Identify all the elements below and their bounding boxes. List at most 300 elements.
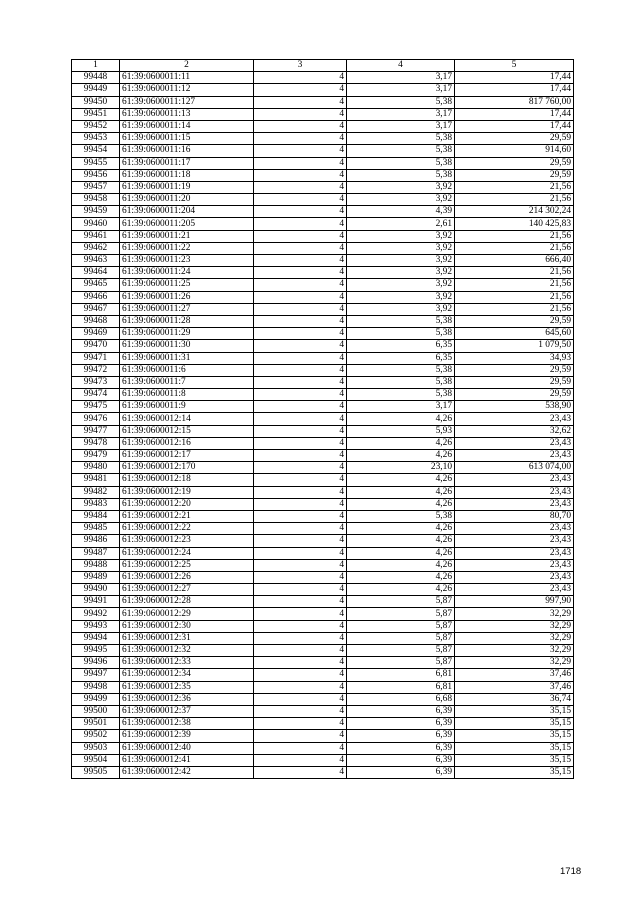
table-cell: 6,39 [347, 766, 455, 778]
table-cell: 4 [254, 462, 347, 474]
table-cell: 99470 [72, 340, 120, 352]
table-row [72, 303, 574, 315]
table-cell: 35,15 [455, 730, 574, 742]
table-cell: 61:39:0600011:30 [120, 340, 254, 352]
table-row [72, 632, 574, 644]
table-cell: 32,29 [455, 657, 574, 669]
table-row [72, 693, 574, 705]
table-cell: 17,44 [455, 72, 574, 84]
table-cell: 17,44 [455, 120, 574, 132]
table-row [72, 437, 574, 449]
table-cell: 61:39:0600011:7 [120, 376, 254, 388]
table-cell: 4,26 [347, 474, 455, 486]
table-cell: 23,43 [455, 413, 574, 425]
table-cell: 99504 [72, 754, 120, 766]
table-row [72, 255, 574, 267]
table-cell: 4 [254, 608, 347, 620]
table-cell: 23,43 [455, 498, 574, 510]
table-cell: 4 [254, 498, 347, 510]
table-cell: 61:39:0600011:205 [120, 218, 254, 230]
table-cell: 5,38 [347, 315, 455, 327]
table-cell: 4 [254, 389, 347, 401]
table-cell: 21,56 [455, 242, 574, 254]
table-cell: 61:39:0600012:14 [120, 413, 254, 425]
table-cell: 4 [254, 510, 347, 522]
table-cell: 4,26 [347, 450, 455, 462]
table-row [72, 730, 574, 742]
table-cell: 4 [254, 718, 347, 730]
table-cell: 61:39:0600012:170 [120, 462, 254, 474]
table-cell: 4 [254, 242, 347, 254]
table-cell: 5,87 [347, 620, 455, 632]
table-cell: 99458 [72, 194, 120, 206]
table-cell: 23,43 [455, 535, 574, 547]
table-row [72, 291, 574, 303]
table-cell: 23,43 [455, 486, 574, 498]
table-cell: 29,59 [455, 376, 574, 388]
table-cell: 37,46 [455, 669, 574, 681]
table-cell: 99487 [72, 547, 120, 559]
table-cell: 5,38 [347, 510, 455, 522]
table-cell: 5,87 [347, 645, 455, 657]
table-cell: 99466 [72, 291, 120, 303]
table-cell: 4 [254, 169, 347, 181]
table-cell: 4 [254, 547, 347, 559]
table-row [72, 364, 574, 376]
table-cell: 61:39:0600012:36 [120, 693, 254, 705]
table-cell: 4,26 [347, 523, 455, 535]
table-cell: 3,17 [347, 120, 455, 132]
table-cell: 6,39 [347, 730, 455, 742]
table-cell: 61:39:0600011:28 [120, 315, 254, 327]
table-cell: 61:39:0600011:20 [120, 194, 254, 206]
table-cell: 21,56 [455, 279, 574, 291]
table-cell: 4 [254, 620, 347, 632]
table-cell: 5,38 [347, 169, 455, 181]
table-cell: 23,43 [455, 559, 574, 571]
table-cell: 4 [254, 315, 347, 327]
table-cell: 17,44 [455, 108, 574, 120]
table-cell: 36,74 [455, 693, 574, 705]
table-cell: 34,93 [455, 352, 574, 364]
table-cell: 61:39:0600012:33 [120, 657, 254, 669]
table-cell: 35,15 [455, 718, 574, 730]
table-cell: 99475 [72, 401, 120, 413]
table-cell: 99476 [72, 413, 120, 425]
table-cell: 5,87 [347, 596, 455, 608]
table-cell: 5,87 [347, 608, 455, 620]
table-cell: 99483 [72, 498, 120, 510]
table-cell: 4 [254, 571, 347, 583]
table-cell: 4 [254, 279, 347, 291]
table-cell: 61:39:0600011:14 [120, 120, 254, 132]
table-cell: 17,44 [455, 84, 574, 96]
table-cell: 4,26 [347, 486, 455, 498]
table-cell: 4 [254, 157, 347, 169]
table-cell: 4 [254, 474, 347, 486]
table-cell: 99482 [72, 486, 120, 498]
table-cell: 99469 [72, 328, 120, 340]
table-cell: 6,39 [347, 742, 455, 754]
table-cell: 99468 [72, 315, 120, 327]
page-number: 1718 [560, 866, 582, 877]
table-cell: 32,29 [455, 608, 574, 620]
table-cell: 80,70 [455, 510, 574, 522]
table-row [72, 72, 574, 84]
table-cell: 997,90 [455, 596, 574, 608]
table-cell: 6,35 [347, 352, 455, 364]
table-cell: 4 [254, 584, 347, 596]
table-row [72, 535, 574, 547]
table-cell: 35,15 [455, 766, 574, 778]
table-cell: 5,93 [347, 425, 455, 437]
table-row [72, 425, 574, 437]
table-row [72, 559, 574, 571]
table-cell: 6,68 [347, 693, 455, 705]
table-cell: 99479 [72, 450, 120, 462]
table-row [72, 340, 574, 352]
table-cell: 61:39:0600011:17 [120, 157, 254, 169]
table-cell: 4 [254, 632, 347, 644]
table-cell: 4 [254, 657, 347, 669]
table-cell: 99463 [72, 255, 120, 267]
table-cell: 4 [254, 401, 347, 413]
table-cell: 3,92 [347, 267, 455, 279]
table-cell: 29,59 [455, 133, 574, 145]
table-row [72, 401, 574, 413]
table-cell: 23,43 [455, 450, 574, 462]
table-cell: 29,59 [455, 169, 574, 181]
table-cell: 99461 [72, 230, 120, 242]
table-cell: 61:39:0600012:16 [120, 437, 254, 449]
table-cell: 61:39:0600011:11 [120, 72, 254, 84]
table-cell: 99457 [72, 181, 120, 193]
table-cell: 35,15 [455, 754, 574, 766]
table-row [72, 486, 574, 498]
table-cell: 99502 [72, 730, 120, 742]
table-cell: 21,56 [455, 181, 574, 193]
table-cell: 5,38 [347, 157, 455, 169]
table-cell: 4 [254, 437, 347, 449]
table-cell: 61:39:0600012:39 [120, 730, 254, 742]
table-cell: 99472 [72, 364, 120, 376]
table-cell: 61:39:0600012:42 [120, 766, 254, 778]
table-cell: 99499 [72, 693, 120, 705]
table-cell: 3,92 [347, 230, 455, 242]
table-cell: 61:39:0600012:21 [120, 510, 254, 522]
table-cell: 99464 [72, 267, 120, 279]
table-row [72, 120, 574, 132]
table-cell: 3,92 [347, 242, 455, 254]
table-row [72, 84, 574, 96]
table-cell: 4 [254, 328, 347, 340]
table-cell: 99454 [72, 145, 120, 157]
table-cell: 99493 [72, 620, 120, 632]
table-cell: 37,46 [455, 681, 574, 693]
table-cell: 4 [254, 486, 347, 498]
table-cell: 4 [254, 450, 347, 462]
table-cell: 99478 [72, 437, 120, 449]
table-cell: 4,39 [347, 206, 455, 218]
table-cell: 5,87 [347, 632, 455, 644]
table-cell: 61:39:0600011:18 [120, 169, 254, 181]
table-row [72, 584, 574, 596]
table-row [72, 754, 574, 766]
table-cell: 99451 [72, 108, 120, 120]
table-cell: 21,56 [455, 267, 574, 279]
table-cell: 4 [254, 194, 347, 206]
table-row [72, 389, 574, 401]
table-cell: 61:39:0600011:15 [120, 133, 254, 145]
table-cell: 3,92 [347, 181, 455, 193]
table-cell: 61:39:0600011:23 [120, 255, 254, 267]
table-row [72, 766, 574, 778]
table-cell: 4,26 [347, 559, 455, 571]
table-row [72, 571, 574, 583]
table-cell: 4 [254, 364, 347, 376]
table-row [72, 315, 574, 327]
table-cell: 61:39:0600012:15 [120, 425, 254, 437]
table-cell: 6,39 [347, 705, 455, 717]
table-cell: 99448 [72, 72, 120, 84]
table-cell: 61:39:0600012:23 [120, 535, 254, 547]
table-cell: 4,26 [347, 535, 455, 547]
table-cell: 99450 [72, 96, 120, 108]
table-cell: 21,56 [455, 291, 574, 303]
table-cell: 99449 [72, 84, 120, 96]
table-row [72, 669, 574, 681]
table-row [72, 413, 574, 425]
table-cell: 61:39:0600012:20 [120, 498, 254, 510]
table-cell: 23,43 [455, 474, 574, 486]
table-cell: 61:39:0600012:41 [120, 754, 254, 766]
table-cell: 4 [254, 291, 347, 303]
table-cell: 29,59 [455, 364, 574, 376]
table-cell: 61:39:0600011:24 [120, 267, 254, 279]
table-cell: 4 [254, 181, 347, 193]
table-row [72, 596, 574, 608]
table-row [72, 230, 574, 242]
table-row [72, 376, 574, 388]
table-row [72, 96, 574, 108]
table-cell: 21,56 [455, 230, 574, 242]
table-cell: 4 [254, 267, 347, 279]
table-row [72, 645, 574, 657]
table-cell: 99491 [72, 596, 120, 608]
table-cell: 4 [254, 340, 347, 352]
table-cell: 4 [254, 742, 347, 754]
table-cell: 61:39:0600011:9 [120, 401, 254, 413]
table-cell: 3,92 [347, 279, 455, 291]
table-cell: 61:39:0600012:29 [120, 608, 254, 620]
table-cell: 32,29 [455, 645, 574, 657]
table-row [72, 218, 574, 230]
column-header: 3 [254, 60, 347, 72]
table-cell: 61:39:0600012:28 [120, 596, 254, 608]
table-cell: 4 [254, 681, 347, 693]
table-cell: 99484 [72, 510, 120, 522]
column-header: 4 [347, 60, 455, 72]
table-cell: 99490 [72, 584, 120, 596]
table-cell: 4 [254, 84, 347, 96]
table-cell: 61:39:0600012:40 [120, 742, 254, 754]
table-cell: 35,15 [455, 705, 574, 717]
table-cell: 61:39:0600012:31 [120, 632, 254, 644]
table-row [72, 328, 574, 340]
table-cell: 61:39:0600012:22 [120, 523, 254, 535]
table-row [72, 657, 574, 669]
table-cell: 817 760,00 [455, 96, 574, 108]
table-cell: 5,38 [347, 96, 455, 108]
table-cell: 61:39:0600012:26 [120, 571, 254, 583]
table-cell: 613 074,00 [455, 462, 574, 474]
table-cell: 538,90 [455, 401, 574, 413]
table-cell: 32,29 [455, 632, 574, 644]
table-cell: 99453 [72, 133, 120, 145]
table-cell: 99495 [72, 645, 120, 657]
table-row [72, 194, 574, 206]
table-cell: 3,92 [347, 194, 455, 206]
table-row [72, 462, 574, 474]
table-cell: 21,56 [455, 303, 574, 315]
table-row [72, 279, 574, 291]
table-cell: 4 [254, 108, 347, 120]
table-cell: 4 [254, 693, 347, 705]
column-header: 5 [455, 60, 574, 72]
table-cell: 99505 [72, 766, 120, 778]
table-row [72, 510, 574, 522]
table-cell: 6,81 [347, 681, 455, 693]
table-cell: 3,17 [347, 401, 455, 413]
table-cell: 99498 [72, 681, 120, 693]
table-cell: 4 [254, 535, 347, 547]
table-cell: 4 [254, 255, 347, 267]
header-row [72, 60, 574, 72]
table-cell: 6,35 [347, 340, 455, 352]
table-cell: 214 302,24 [455, 206, 574, 218]
table-cell: 3,92 [347, 303, 455, 315]
table-cell: 61:39:0600012:38 [120, 718, 254, 730]
table-cell: 32,29 [455, 620, 574, 632]
table-cell: 2,61 [347, 218, 455, 230]
table-cell: 23,43 [455, 547, 574, 559]
table-cell: 5,38 [347, 364, 455, 376]
table-cell: 61:39:0600011:204 [120, 206, 254, 218]
table-cell: 4 [254, 72, 347, 84]
table-cell: 6,81 [347, 669, 455, 681]
table-cell: 61:39:0600012:17 [120, 450, 254, 462]
table-cell: 4 [254, 523, 347, 535]
table-cell: 4 [254, 413, 347, 425]
table-cell: 4 [254, 206, 347, 218]
table-cell: 99474 [72, 389, 120, 401]
table-cell: 61:39:0600012:34 [120, 669, 254, 681]
table-cell: 35,15 [455, 742, 574, 754]
table-row [72, 523, 574, 535]
table-row [72, 108, 574, 120]
table-row [72, 206, 574, 218]
data-table [71, 59, 574, 779]
table-cell: 6,39 [347, 718, 455, 730]
table-row [72, 352, 574, 364]
table-cell: 99500 [72, 705, 120, 717]
table-cell: 61:39:0600011:13 [120, 108, 254, 120]
table-cell: 645,60 [455, 328, 574, 340]
table-cell: 61:39:0600012:19 [120, 486, 254, 498]
table-cell: 5,38 [347, 145, 455, 157]
table-row [72, 705, 574, 717]
table-cell: 61:39:0600011:22 [120, 242, 254, 254]
table-row [72, 742, 574, 754]
table-cell: 21,56 [455, 194, 574, 206]
table-cell: 5,38 [347, 389, 455, 401]
table-cell: 61:39:0600011:6 [120, 364, 254, 376]
table-cell: 61:39:0600012:25 [120, 559, 254, 571]
table-cell: 4,26 [347, 413, 455, 425]
table-cell: 99455 [72, 157, 120, 169]
table-cell: 666,40 [455, 255, 574, 267]
table-cell: 4,26 [347, 437, 455, 449]
table-cell: 4 [254, 669, 347, 681]
table-cell: 4 [254, 425, 347, 437]
table-row [72, 169, 574, 181]
table-body [72, 72, 574, 779]
table-cell: 61:39:0600012:37 [120, 705, 254, 717]
column-header: 1 [72, 60, 120, 72]
table-cell: 4 [254, 645, 347, 657]
table-cell: 4 [254, 754, 347, 766]
table-row [72, 608, 574, 620]
table-row [72, 450, 574, 462]
table-cell: 61:39:0600012:30 [120, 620, 254, 632]
table-row [72, 498, 574, 510]
table-row [72, 474, 574, 486]
table-cell: 61:39:0600011:27 [120, 303, 254, 315]
table-cell: 4 [254, 730, 347, 742]
table-cell: 61:39:0600012:24 [120, 547, 254, 559]
table-row [72, 681, 574, 693]
table-cell: 23,10 [347, 462, 455, 474]
table-row [72, 242, 574, 254]
table-cell: 29,59 [455, 389, 574, 401]
table-cell: 99501 [72, 718, 120, 730]
table-cell: 61:39:0600011:127 [120, 96, 254, 108]
table-cell: 99460 [72, 218, 120, 230]
table-cell: 4 [254, 96, 347, 108]
table-row [72, 145, 574, 157]
table-row [72, 620, 574, 632]
table-cell: 99481 [72, 474, 120, 486]
table-cell: 99496 [72, 657, 120, 669]
table-cell: 99473 [72, 376, 120, 388]
table-cell: 4,26 [347, 498, 455, 510]
table-cell: 99489 [72, 571, 120, 583]
table-cell: 23,43 [455, 523, 574, 535]
table-cell: 99503 [72, 742, 120, 754]
table-cell: 61:39:0600011:29 [120, 328, 254, 340]
table-row [72, 181, 574, 193]
table-cell: 1 079,50 [455, 340, 574, 352]
table-cell: 61:39:0600011:8 [120, 389, 254, 401]
table-cell: 5,38 [347, 376, 455, 388]
table-cell: 5,87 [347, 657, 455, 669]
table-cell: 6,39 [347, 754, 455, 766]
table-cell: 23,43 [455, 437, 574, 449]
table-row [72, 267, 574, 279]
table-cell: 99456 [72, 169, 120, 181]
table-cell: 99486 [72, 535, 120, 547]
table-cell: 4 [254, 218, 347, 230]
